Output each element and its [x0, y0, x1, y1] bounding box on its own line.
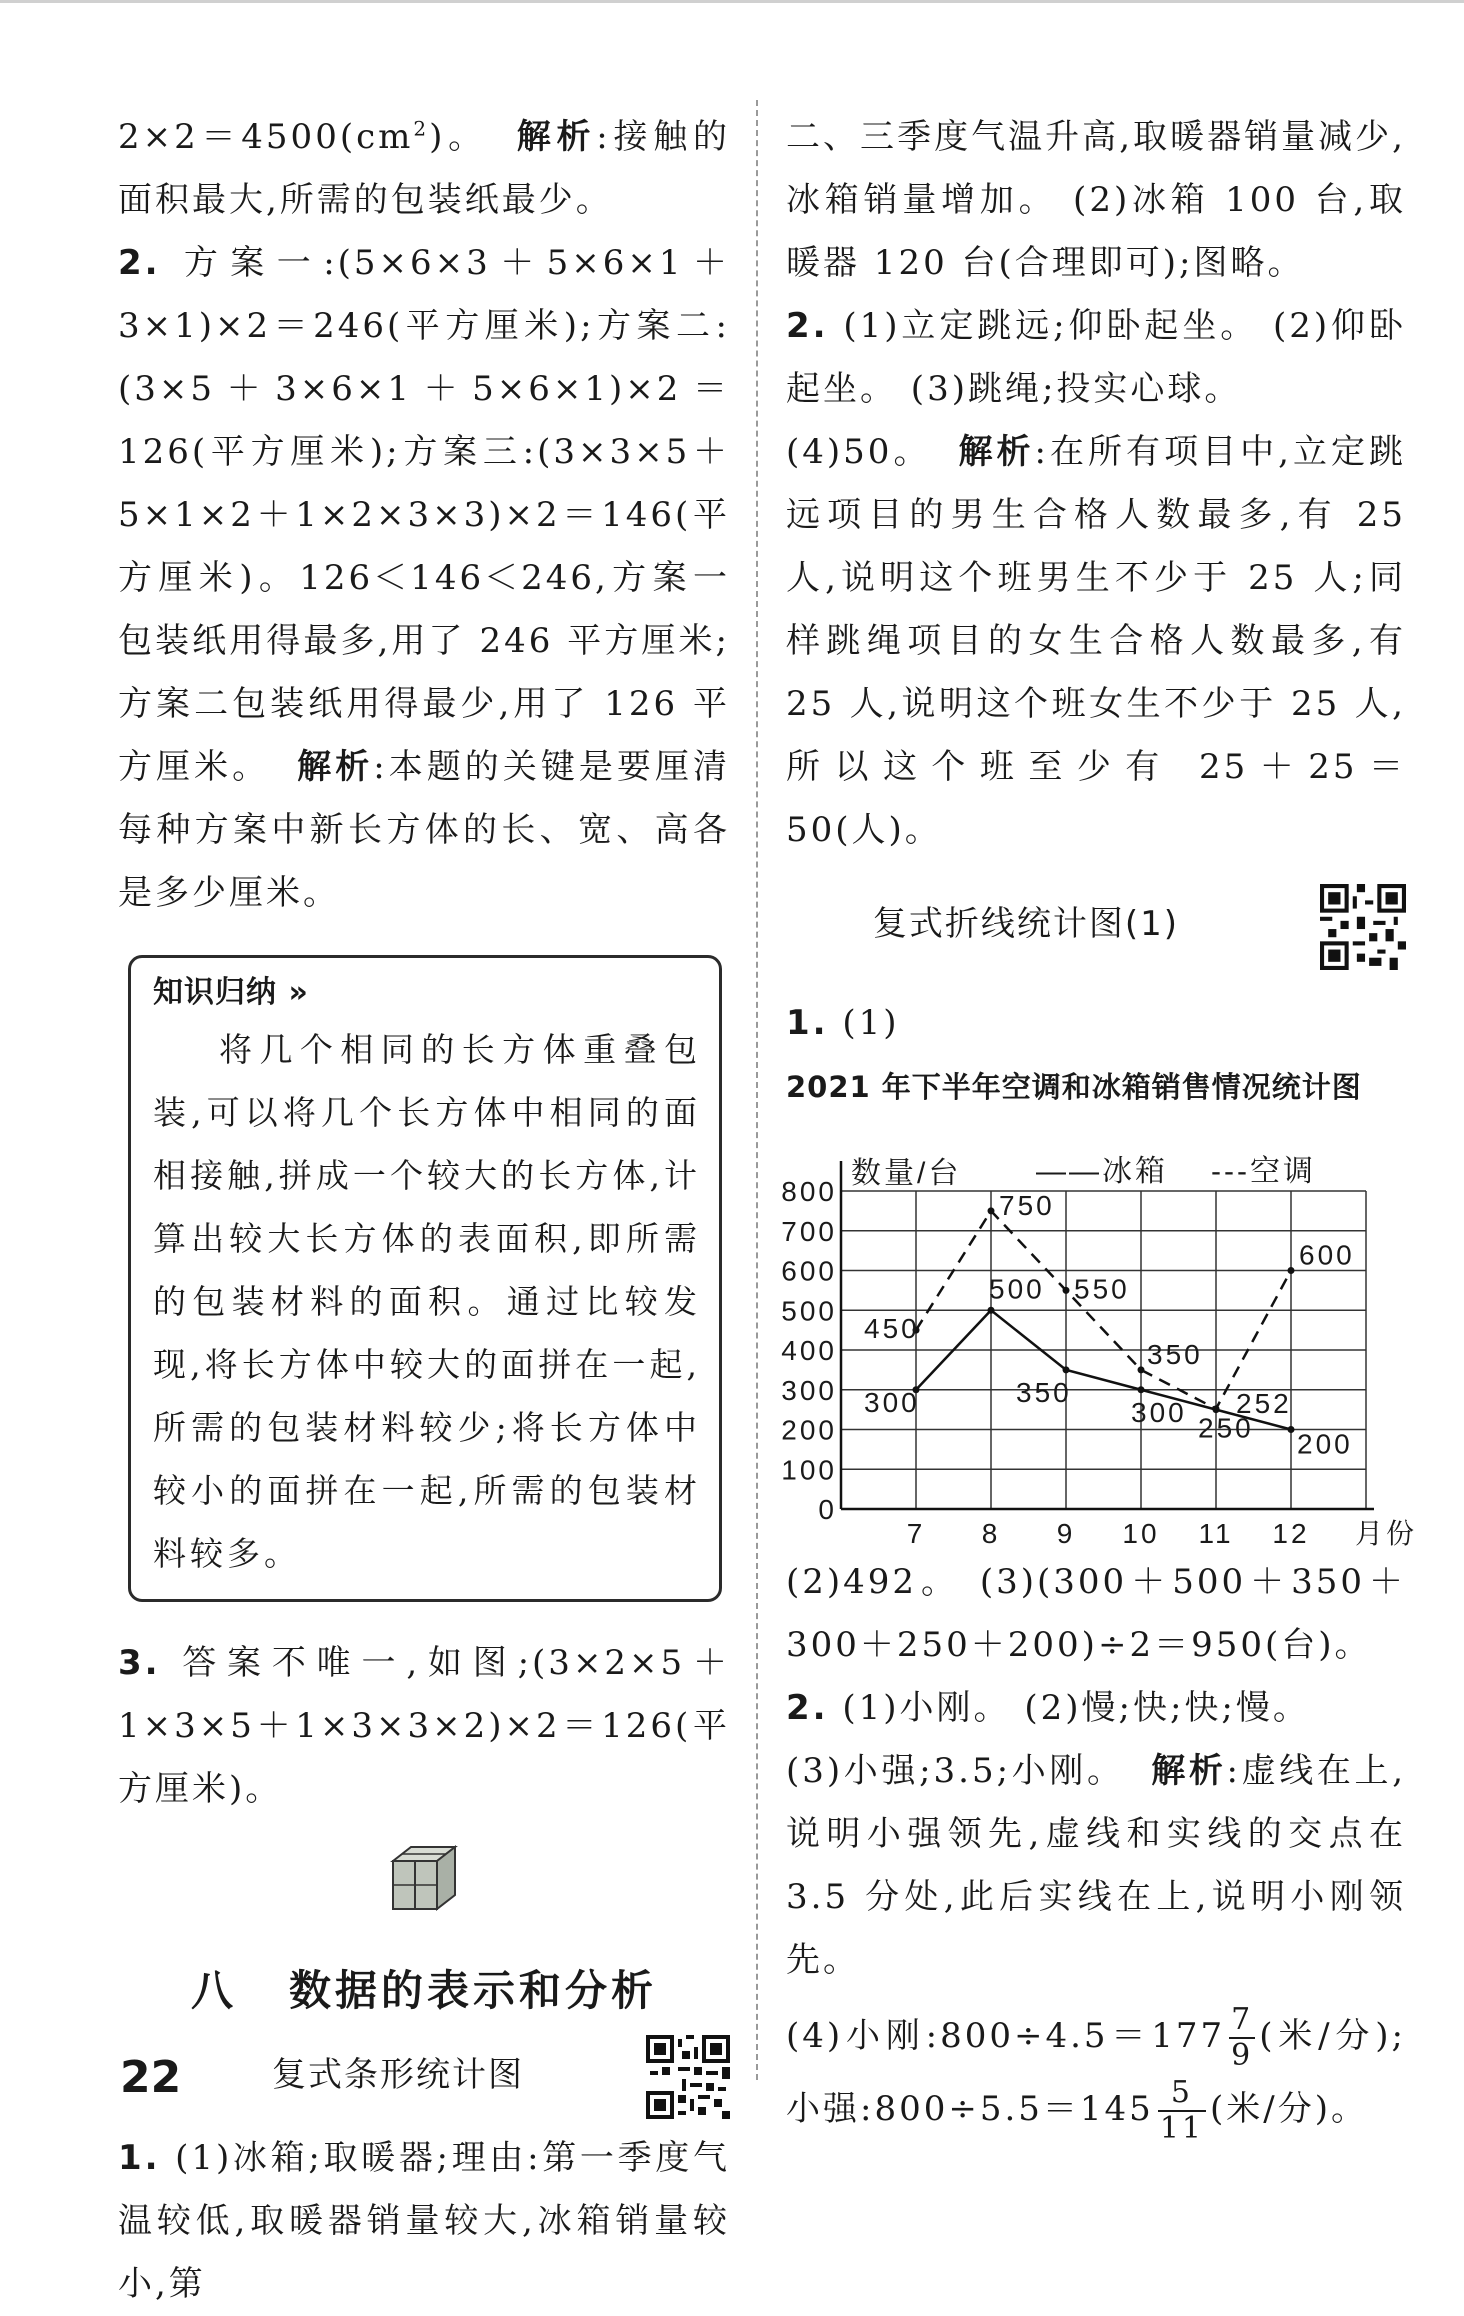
fraction-numerator: 5: [1158, 2076, 1206, 2112]
fraction-denominator: 9: [1231, 2038, 1254, 2073]
left-paragraph-1: [118, 106, 730, 232]
data-label: 250: [1198, 1412, 1254, 1444]
fraction-numerator: 7: [1231, 2002, 1254, 2037]
data-point: [988, 1207, 995, 1214]
y-tick-label: 600: [781, 1255, 837, 1287]
section-heading: [118, 1951, 730, 2031]
chart-title: 2021 年下半年空调和冰箱销售情况统计图: [786, 1070, 1362, 1104]
data-label: 350: [1016, 1376, 1072, 1408]
bar-chart-answer-1: [118, 2127, 730, 2316]
analysis-label: 解析: [296, 747, 374, 787]
question-number: 1.: [786, 1003, 829, 1043]
cuboid-figure: [118, 1821, 730, 1943]
subsection-title: 复式折线统计图(1): [872, 904, 1180, 944]
y-tick-label: 300: [781, 1374, 837, 1406]
left-column: [118, 106, 730, 2316]
data-point: [1138, 1366, 1145, 1373]
answer-text: (3)小强;3.5;小刚。: [786, 1751, 1125, 1791]
line-chart: [781, 1121, 1418, 1551]
legend-solid: ——冰箱: [1036, 1155, 1168, 1188]
question-number: 1.: [118, 2138, 161, 2178]
question-2-fitness: [786, 295, 1406, 421]
page-number: 22: [120, 2052, 182, 2103]
data-point: [1288, 1267, 1295, 1274]
text: 2×2＝4500(cm: [118, 117, 414, 157]
part-label: (1): [842, 1003, 900, 1043]
answer-text: (米/分);小强:800÷5.5＝145: [786, 2016, 1406, 2129]
x-tick-label: 7: [906, 1518, 926, 1549]
x-tick-label: 11: [1198, 1518, 1234, 1549]
knowledge-title: 知识归纳: [153, 975, 277, 1010]
data-point: [1138, 1386, 1145, 1393]
analysis-text: :本题的关键是要厘清每种方案中新长方体的长、宽、高各是多少厘米。: [118, 747, 731, 913]
question-number: 2.: [118, 243, 161, 283]
answer-text: 答案不唯一,如图;(3×2×5＋1×3×5＋1×3×3×2)×2＝126(平方厘米)。: [118, 1643, 731, 1809]
top-border: [0, 0, 1464, 3]
chart-grid: [841, 1191, 1366, 1509]
question-number: 2.: [786, 306, 829, 346]
fraction: [1158, 2076, 1206, 2146]
y-tick-label: 200: [781, 1414, 837, 1446]
fraction: [1229, 2003, 1255, 2073]
answer-text: (米/分)。: [1210, 2089, 1368, 2129]
analysis-label: 解析: [1150, 1751, 1227, 1791]
data-point: [1288, 1426, 1295, 1433]
data-label: 450: [864, 1313, 920, 1345]
analysis-label: 解析: [957, 432, 1035, 472]
y-tick-label: 100: [781, 1454, 837, 1486]
fraction-denominator: 11: [1159, 2111, 1204, 2146]
data-label: 550: [1074, 1273, 1130, 1305]
subsection-header: [118, 2031, 730, 2127]
right-column: [781, 106, 1418, 2146]
question-2: [118, 232, 730, 925]
analysis-text: :虚线在上,说明小强领先,虚线和实线的交点在 3.5 分处,此后实线在上,说明小刚领先。: [786, 1751, 1407, 1980]
right-paragraph-1: 二、三季度气温升高,取暖器销量减少,冰箱销量增加。 (2)冰箱 100 台,取暖器 120 台(合理即可);图略。: [786, 117, 1406, 283]
data-point: [1063, 1366, 1070, 1373]
answer-text: 方案一:(5×6×3＋5×6×1＋3×1)×2＝246(平方厘米);方案二:(3×5＋3×6×1＋5×6×1)×2＝126(平方厘米);方案三:(3×3×5＋5×1×2＋1×2×3×3)×2＝146(平方厘米)。126＜146＜246,方案一包装纸用得最多,用了 246 平方厘米;方案二包装纸用得最少,用了 126 平方厘米。: [118, 243, 730, 787]
line-chart-question-1: [786, 992, 1406, 1055]
data-point: [1213, 1405, 1220, 1412]
knowledge-heading: [153, 968, 701, 1018]
qr-code-icon[interactable]: [1320, 884, 1406, 970]
y-tick-label: 400: [781, 1335, 837, 1366]
data-label: 350: [1147, 1338, 1203, 1370]
cuboid-icon: [389, 1843, 459, 1913]
data-label: 252: [1236, 1387, 1292, 1419]
chart-labels: [781, 1155, 1417, 1549]
series-line-fridge: [916, 1310, 1291, 1429]
question-3: [118, 1632, 730, 1821]
race-question-2: [786, 1677, 1406, 1740]
section-number: 八: [190, 1966, 237, 2015]
data-label: 300: [1131, 1396, 1187, 1428]
answer-text: (1)立定跳远;仰卧起坐。 (2)仰卧起坐。 (3)跳绳;投实心球。: [786, 306, 1406, 409]
double-chevron-icon: »: [288, 975, 309, 1010]
answer-text: (4)小刚:800÷4.5＝177: [786, 2016, 1226, 2056]
knowledge-box: [128, 955, 722, 1602]
x-tick-label: 9: [1056, 1518, 1076, 1549]
superscript: 2: [413, 116, 430, 141]
answer-text: (1)冰箱;取暖器;理由:第一季度气温较低,取暖器销量较大,冰箱销量较小,第: [118, 2138, 730, 2304]
data-point: [988, 1307, 995, 1314]
line-chart-answer-2-3: (2)492。 (3)(300＋500＋350＋300＋250＋200)÷2＝950(台)。: [786, 1562, 1406, 1665]
x-tick-label: 12: [1272, 1518, 1310, 1549]
answer-text: (1)小刚。 (2)慢;快;快;慢。: [842, 1688, 1310, 1728]
race-question-2-part-4: [786, 2000, 1406, 2146]
data-label: 750: [999, 1189, 1055, 1221]
x-tick-label: 10: [1122, 1518, 1160, 1549]
analysis-text: :在所有项目中,立定跳远项目的男生合格人数最多,有 25 人,说明这个班男生不少于 25 人;同样跳绳项目的女生合格人数最多,有 25 人,说明这个班女生不少于 25 人,所以这个班至少有 25＋25＝50(人)。: [786, 432, 1406, 850]
y-tick-label: 800: [781, 1176, 837, 1207]
column-divider: [756, 100, 758, 2080]
data-label: 600: [1299, 1239, 1355, 1271]
qr-code-icon[interactable]: [646, 2035, 730, 2119]
knowledge-text: 将几个相同的长方体重叠包装,可以将几个长方体中相同的面相接触,拼成一个较大的长方体,计算出较大长方体的表面积,即所需的包装材料的面积。通过比较发现,将长方体中较大的面拼在一起,所需的包装材料较少;将长方体中较小的面拼在一起,所需的包装材料较多。: [153, 1030, 701, 1573]
data-label: 300: [864, 1386, 920, 1418]
question-2-part-4: [786, 421, 1406, 862]
subsection-title: 复式条形统计图: [272, 2055, 524, 2095]
data-label: 200: [1297, 1428, 1353, 1460]
text: )。: [429, 117, 488, 157]
x-tick-label: 8: [981, 1518, 1001, 1549]
text: :接触的面积最大,所需的包装纸最少。: [118, 117, 731, 220]
y-axis-label: 数量/台: [851, 1157, 962, 1190]
y-tick-label: 0: [818, 1494, 837, 1525]
data-point: [1063, 1287, 1070, 1294]
y-tick-label: 700: [781, 1215, 837, 1247]
question-number: 2.: [786, 1688, 829, 1728]
y-tick-label: 500: [781, 1295, 837, 1327]
analysis-label: 解析: [513, 117, 597, 157]
line-chart-svg: [781, 1121, 1418, 1551]
x-axis-unit: 月份: [1354, 1518, 1418, 1549]
answer-text: (4)50。: [786, 432, 932, 472]
subsection-header-line-chart: [786, 874, 1406, 992]
section-title: 数据的表示和分析: [289, 1966, 658, 2015]
legend-dashed: ---空调: [1211, 1155, 1316, 1188]
race-question-2-part-3: [786, 1740, 1406, 1992]
data-label: 500: [989, 1273, 1045, 1305]
question-number: 3.: [118, 1643, 161, 1683]
